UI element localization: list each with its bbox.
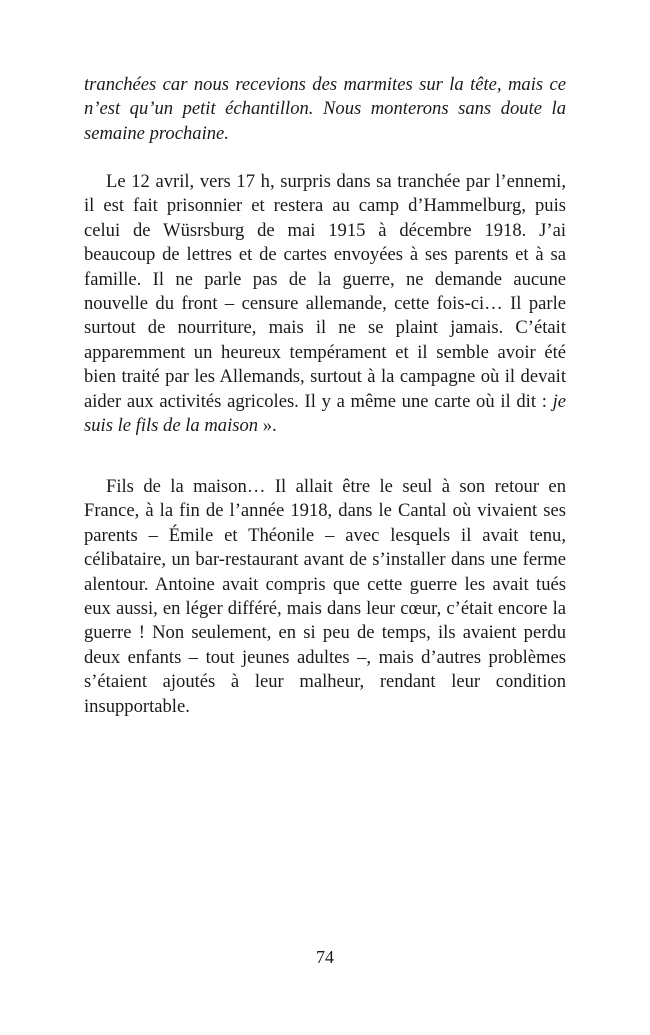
- paragraph-prisoner: [84, 170, 566, 438]
- paragraph-return: [84, 475, 566, 719]
- paragraph-prisoner-text: [84, 170, 566, 438]
- paragraph-continuation: [84, 73, 566, 146]
- paragraph-prisoner-main: Le 12 avril, vers 17 h, surpris dans sa tranchée par l’ennemi, il est fait prisonnier et restera au camp d’Hammelburg, puis celui de Wüsrsburg de mai 1915 à décembre 1918. J’ai beaucoup de lettres et de cartes envoyées à ses parents et à sa famille. Il ne parle pas de la guerre, ne demande aucune nouvelle du front – censure allemande, cette fois-ci… Il parle surtout de nourriture, mais il ne se plaint jamais. C’était apparemment un heureux tempérament et il semble avoir été bien traité par les Allemands, surtout à la campagne où il devait aider aux activités agricoles. Il y a même une carte où il dit :: [84, 171, 566, 412]
- page-number: 74: [316, 947, 334, 967]
- letter-excerpt-text: tranchées car nous recevions des marmites sur la tête, mais ce n’est qu’un petit échantillon. Nous monterons sans doute la semaine prochaine.: [84, 74, 566, 144]
- paragraph-return-text: Fils de la maison… Il allait être le seul à son retour en France, à la fin de l’année 1918, dans le Cantal où vivaient ses parents – Émile et Théonile – avec lesquels il avait tenu, célibataire, un bar-restaurant avant de s’installer dans une ferme alentour. Antoine avait compris que cette guerre les avait tués eux aussi, en léger différé, mais dans leur cœur, c’était encore la guerre ! Non seulement, en si peu de temps, ils avaient perdu deux enfants – tout jeunes adultes –, mais d’autres problèmes s’étaient ajoutés à leur malheur, rendant leur condition insupportable.: [84, 476, 566, 717]
- quote-fils-de-la-maison: je suis le fils de la maison: [84, 390, 566, 437]
- paragraph-prisoner-end: ».: [258, 415, 277, 437]
